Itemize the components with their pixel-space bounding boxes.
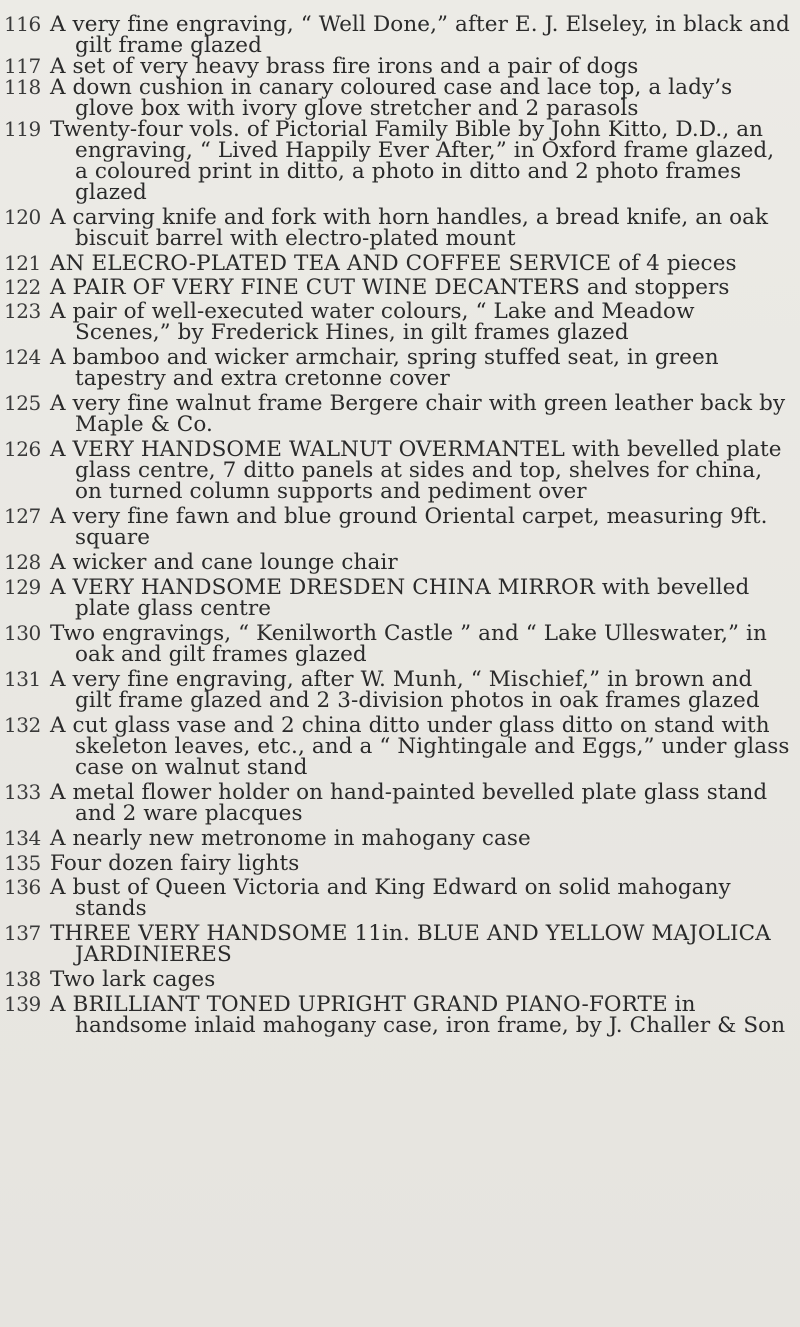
lot-entry (0, 623, 800, 665)
lot-description: A very fine walnut frame Bergere chair with green leather back by Maple & Co. (50, 391, 786, 437)
lot-number: 128 (4, 550, 41, 574)
lot-description: A VERY HANDSOME DRESDEN CHINA MIRROR with bevelled plate glass centre (50, 575, 750, 621)
lot-number: 116 (4, 12, 41, 36)
lot-number: 123 (4, 299, 41, 323)
lot-description: THREE VERY HANDSOME 11in. BLUE AND YELLOW MAJOLICA JARDINIERES (50, 921, 771, 967)
lot-number: 130 (4, 621, 41, 645)
lot-entry (0, 828, 800, 849)
lot-entry (0, 301, 800, 343)
lot-number: 126 (4, 437, 41, 461)
lot-number: 138 (4, 967, 41, 991)
lot-number: 117 (4, 54, 41, 78)
lot-description: A bamboo and wicker armchair, spring stuffed seat, in green tapestry and extra cretonne cover (50, 345, 719, 391)
lot-entry (0, 782, 800, 824)
lot-entry (0, 577, 800, 619)
lot-entry (0, 253, 800, 274)
lot-number: 124 (4, 345, 41, 369)
lot-number: 132 (4, 713, 41, 737)
lot-description: A set of very heavy brass fire irons and a pair of dogs (50, 54, 639, 79)
lot-number: 134 (4, 826, 41, 850)
lot-entry (0, 715, 800, 778)
lot-description: A cut glass vase and 2 china ditto under glass ditto on stand with skeleton leaves, etc., and a “ Nightingale and Eggs,” under glass case on walnut stand (50, 713, 790, 780)
lot-entry (0, 923, 800, 965)
lot-description: A PAIR OF VERY FINE CUT WINE DECANTERS and stoppers (50, 275, 730, 300)
lot-description: A down cushion in canary coloured case and lace top, a lady’s glove box with ivory glove stretcher and 2 parasols (50, 75, 733, 121)
lot-entry (0, 347, 800, 389)
lot-description: Two lark cages (50, 967, 216, 992)
lot-description: A very fine engraving, “ Well Done,” after E. J. Elseley, in black and gilt frame glazed (50, 12, 790, 58)
lot-number: 127 (4, 504, 41, 528)
lot-description: A metal flower holder on hand-painted bevelled plate glass stand and 2 ware placques (50, 780, 768, 826)
lot-entry (0, 207, 800, 249)
lot-entry (0, 439, 800, 502)
lot-entry (0, 877, 800, 919)
lot-number: 139 (4, 992, 41, 1016)
lot-number: 119 (4, 117, 41, 141)
lot-number: 129 (4, 575, 41, 599)
lot-number: 120 (4, 205, 41, 229)
lot-description: Twenty-four vols. of Pictorial Family Bible by John Kitto, D.D., an engraving, “ Lived Happily Ever After,” in Oxford frame glazed, a coloured print in ditto, a photo in ditto and 2 photo frames glazed (50, 117, 775, 205)
lot-entry (0, 853, 800, 874)
lot-entry (0, 77, 800, 119)
lot-entry (0, 393, 800, 435)
lot-description: A very fine fawn and blue ground Oriental carpet, measuring 9ft. square (50, 504, 768, 550)
lot-description: A carving knife and fork with horn handles, a bread knife, an oak biscuit barrel with electro-plated mount (50, 205, 769, 251)
lot-entry (0, 552, 800, 573)
lot-number: 136 (4, 875, 41, 899)
lot-entry (0, 669, 800, 711)
lot-number: 137 (4, 921, 41, 945)
lot-entry (0, 969, 800, 990)
lot-description: A bust of Queen Victoria and King Edward on solid mahogany stands (50, 875, 731, 921)
lot-description: A VERY HANDSOME WALNUT OVERMANTEL with bevelled plate glass centre, 7 ditto panels at sides and top, shelves for china, on turned column supports and pediment over (50, 437, 782, 504)
lot-entry (0, 56, 800, 77)
lot-description: Four dozen fairy lights (50, 851, 300, 876)
lot-description: A BRILLIANT TONED UPRIGHT GRAND PIANO-FORTE in handsome inlaid mahogany case, iron frame, by J. Challer & Son (50, 992, 786, 1038)
lot-description: A very fine engraving, after W. Munh, “ Mischief,” in brown and gilt frame glazed and 2 3-division photos in oak frames glazed (50, 667, 760, 713)
lot-number: 135 (4, 851, 41, 875)
lot-description: Two engravings, “ Kenilworth Castle ” and “ Lake Ulleswater,” in oak and gilt frames glazed (50, 621, 767, 667)
lot-number: 121 (4, 251, 41, 275)
lot-entry (0, 994, 800, 1036)
lot-number: 131 (4, 667, 41, 691)
lot-entry (0, 119, 800, 203)
lot-description: A pair of well-executed water colours, “ Lake and Meadow Scenes,” by Frederick Hines, in gilt frames glazed (50, 299, 695, 345)
lot-number: 125 (4, 391, 41, 415)
lot-description: A wicker and cane lounge chair (50, 550, 398, 575)
lot-entry (0, 506, 800, 548)
lot-description: A nearly new metronome in mahogany case (50, 826, 531, 851)
lot-entry (0, 277, 800, 298)
lot-entry (0, 14, 800, 56)
lot-description: AN ELECRO-PLATED TEA AND COFFEE SERVICE of 4 pieces (50, 251, 737, 276)
lot-number: 133 (4, 780, 41, 804)
lot-number: 118 (4, 75, 41, 99)
lot-number: 122 (4, 275, 41, 299)
